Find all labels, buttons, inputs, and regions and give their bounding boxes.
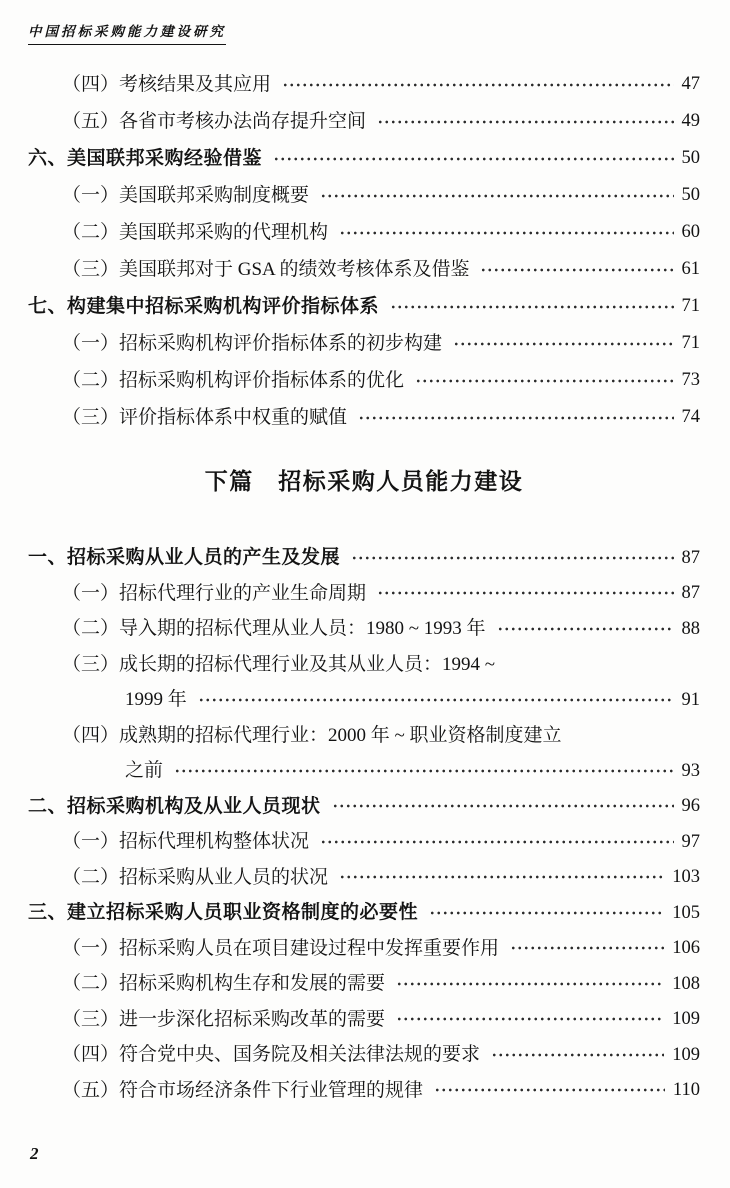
dot-leader — [396, 974, 664, 994]
toc-lower-list — [28, 540, 700, 1108]
toc-entry-page: 91 — [681, 689, 700, 710]
toc-entry-label: 二、招标采购机构及从业人员现状 — [28, 795, 321, 817]
dot-leader — [332, 796, 674, 816]
toc-entry-label: 七、构建集中招标采购机构评价指标体系 — [28, 296, 380, 317]
toc-entry-page: 60 — [681, 222, 700, 243]
toc-entry-label: （二）招标采购机构生存和发展的需要 — [62, 973, 386, 995]
toc-entry-page: 71 — [681, 333, 700, 354]
toc-entry-page: 87 — [681, 547, 700, 568]
toc-entry-page: 108 — [672, 973, 700, 994]
toc-entry-label: （三）进一步深化招标采购改革的需要 — [62, 1008, 386, 1030]
toc-entry — [28, 251, 700, 288]
dot-leader — [339, 223, 673, 243]
toc-entry — [28, 647, 700, 683]
dot-leader — [320, 832, 673, 852]
toc-entry-label: 1999 年 — [125, 689, 187, 711]
toc-entry-page: 97 — [681, 831, 700, 852]
toc-entry — [28, 288, 700, 325]
dot-leader — [480, 260, 673, 280]
toc-entry-continuation — [28, 753, 700, 789]
toc-entry — [28, 966, 700, 1002]
toc-entry-page: 71 — [681, 296, 700, 317]
toc-entry-page: 73 — [681, 370, 700, 391]
toc-entry — [28, 1073, 700, 1109]
toc-entry-page: 96 — [681, 796, 700, 816]
toc-entry-label: （四）符合党中央、国务院及相关法律法规的要求 — [62, 1044, 481, 1066]
toc-entry — [28, 931, 700, 967]
dot-leader — [429, 903, 664, 923]
part-title: 下篇 招标采购人员能力建设 — [204, 468, 524, 494]
toc-entry-page: 106 — [672, 938, 700, 958]
toc-entry — [28, 66, 700, 103]
toc-entry-page: 50 — [681, 148, 700, 169]
toc-entry-page: 110 — [672, 1080, 700, 1100]
dot-leader — [320, 186, 673, 206]
toc-entry-label: （二）招标采购从业人员的状况 — [62, 866, 329, 888]
toc-entry-page: 49 — [681, 111, 700, 132]
toc-entry-label: 三、建立招标采购人员职业资格制度的必要性 — [28, 902, 419, 924]
toc-entry — [28, 214, 700, 251]
toc-entry-label: （四）考核结果及其应用 — [62, 74, 272, 95]
dot-leader — [390, 297, 673, 317]
dot-leader — [351, 548, 673, 568]
toc-entry-label: （四）成熟期的招标代理行业：2000 年 ~ 职业资格制度建立 — [62, 724, 562, 746]
toc-entry-label: （五）各省市考核办法尚存提升空间 — [62, 111, 367, 132]
toc-entry — [28, 103, 700, 140]
running-head: 中国招标采购能力建设研究 — [28, 20, 226, 45]
toc-entry-label: （一）招标代理行业的产业生命周期 — [62, 582, 367, 604]
dot-leader — [198, 690, 674, 710]
toc-entry-label: 一、招标采购从业人员的产生及发展 — [28, 547, 341, 569]
toc-entry — [28, 177, 700, 214]
toc-entry-page: 103 — [672, 867, 700, 887]
toc-entry — [28, 576, 700, 612]
toc-entry-page: 109 — [672, 1044, 700, 1065]
dot-leader — [497, 619, 674, 639]
toc-entry-label: （一）招标代理机构整体状况 — [62, 831, 310, 853]
toc-entry — [28, 789, 700, 825]
toc-entry — [28, 860, 700, 896]
toc-entry-page: 109 — [672, 1009, 700, 1029]
toc-entry — [28, 1002, 700, 1038]
dot-leader — [273, 149, 673, 169]
toc-entry — [28, 325, 700, 362]
dot-leader — [174, 761, 673, 781]
toc-entry — [28, 718, 700, 754]
page-number: 2 — [30, 1144, 39, 1163]
dot-leader — [415, 371, 673, 391]
toc-entry-page: 47 — [681, 74, 700, 95]
toc-entry-page: 88 — [681, 618, 700, 639]
dot-leader — [377, 583, 673, 603]
dot-leader — [358, 408, 673, 428]
toc-entry-label: （一）美国联邦采购制度概要 — [62, 185, 310, 206]
toc-entry-label: 六、美国联邦采购经验借鉴 — [28, 148, 263, 169]
toc-entry-label: （二）美国联邦采购的代理机构 — [62, 222, 329, 243]
toc-entry-page: 87 — [681, 583, 700, 603]
toc-entry — [28, 362, 700, 399]
toc-entry — [28, 140, 700, 177]
toc-entry — [28, 540, 700, 576]
toc-entry-label: （三）美国联邦对于 GSA 的绩效考核体系及借鉴 — [62, 259, 470, 280]
dot-leader — [377, 112, 673, 132]
toc-entry-page: 93 — [681, 760, 700, 781]
toc-entry — [28, 399, 700, 436]
toc-entry-label: （二）导入期的招标代理从业人员：1980 ~ 1993 年 — [62, 618, 486, 640]
dot-leader — [434, 1080, 665, 1100]
toc-entry-label: （三）成长期的招标代理行业及其从业人员：1994 ~ — [62, 653, 496, 675]
table-of-contents — [28, 66, 700, 1108]
dot-leader — [282, 75, 673, 95]
dot-leader — [491, 1045, 664, 1065]
toc-entry-label: 之前 — [125, 760, 164, 782]
toc-entry — [28, 611, 700, 647]
toc-entry-label: （一）招标采购机构评价指标体系的初步构建 — [62, 333, 443, 354]
dot-leader — [453, 334, 673, 354]
toc-entry-label: （三）评价指标体系中权重的赋值 — [62, 407, 348, 428]
dot-leader — [339, 867, 664, 887]
toc-entry-label: （五）符合市场经济条件下行业管理的规律 — [62, 1079, 424, 1101]
toc-upper-list — [28, 66, 700, 436]
toc-entry — [28, 1037, 700, 1073]
toc-entry-page: 105 — [672, 902, 700, 923]
toc-entry-label: （二）招标采购机构评价指标体系的优化 — [62, 370, 405, 391]
dot-leader — [510, 938, 664, 958]
dot-leader — [396, 1009, 664, 1029]
toc-entry-page: 50 — [681, 185, 700, 206]
toc-entry — [28, 824, 700, 860]
toc-entry-page: 74 — [681, 407, 700, 428]
toc-entry-page: 61 — [681, 259, 700, 280]
toc-entry-continuation — [28, 682, 700, 718]
toc-entry — [28, 895, 700, 931]
toc-entry-label: （一）招标采购人员在项目建设过程中发挥重要作用 — [62, 937, 500, 959]
